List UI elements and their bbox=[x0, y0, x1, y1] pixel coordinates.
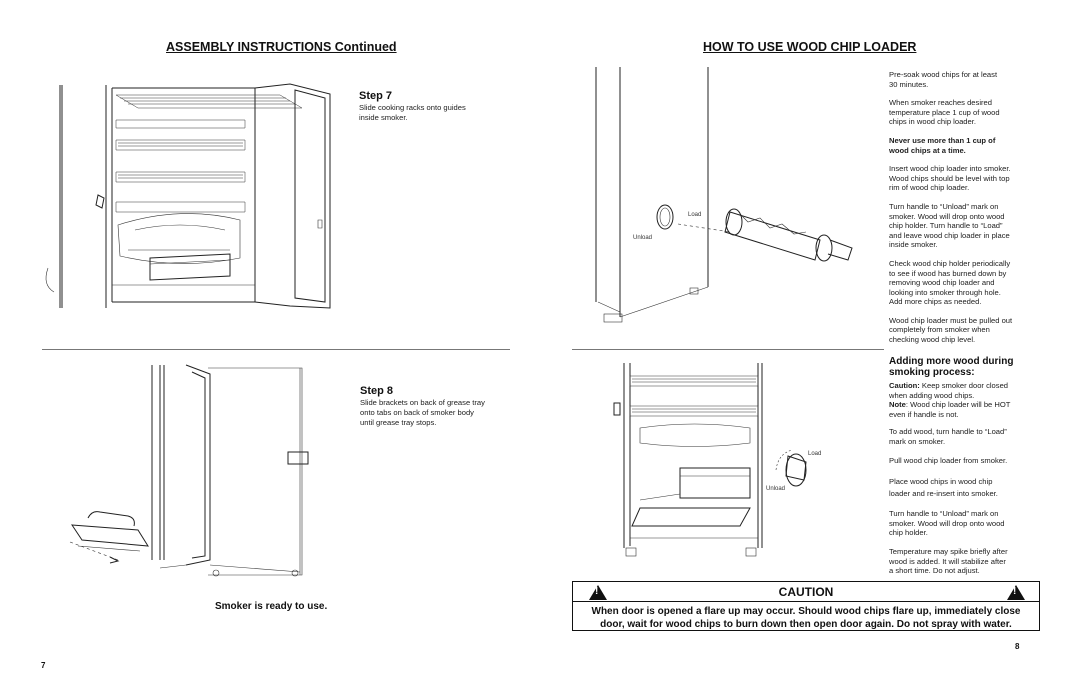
caution-text: When door is opened a flare up may occur. Should wood chips flare up, immediately close door, wait for wood chips to burn down then open door again. Do not spray with water. bbox=[591, 606, 1021, 630]
caution-inline-text: Keep smoker door closed when adding wood chips. bbox=[889, 381, 1009, 400]
adding-step-1: To add wood, turn handle to “Load” mark on smoker. bbox=[889, 427, 1007, 446]
adding-step-4: Turn handle to “Unload” mark on smoker. Wood will drop onto wood chip holder. bbox=[889, 509, 1005, 538]
step8-illustration bbox=[60, 360, 330, 585]
instruction-4: Insert wood chip loader into smoker. Wood chips should be level with top rim of wood chip loader. bbox=[889, 164, 1011, 193]
left-section-title: ASSEMBLY INSTRUCTIONS Continued bbox=[166, 40, 397, 54]
warning-icon: ! bbox=[589, 585, 607, 600]
page-number-left: 7 bbox=[41, 661, 46, 670]
left-divider bbox=[42, 349, 510, 350]
adding-heading: Adding more wood during smoking process: bbox=[889, 356, 1014, 378]
instruction-7: Wood chip loader must be pulled out completely from smoker when checking wood chip level. bbox=[889, 315, 1013, 345]
step7-illustration bbox=[40, 80, 340, 315]
step8-title: Step 8 bbox=[360, 385, 394, 397]
warning-icon: ! bbox=[1007, 585, 1025, 600]
right-section-title: HOW TO USE WOOD CHIP LOADER bbox=[703, 40, 917, 54]
note-label: Note bbox=[889, 400, 906, 410]
ready-text: Smoker is ready to use. bbox=[215, 601, 328, 612]
unload-label-bottom: Unload bbox=[766, 486, 786, 492]
step7-title: Step 7 bbox=[359, 90, 393, 102]
instruction-6: Check wood chip holder periodically to see if wood has burned down by removing wood chip loader and looking into smoker through hole. Add more chips as needed. bbox=[889, 258, 1011, 307]
adding-step-5: Temperature may spike briefly after wood is added. It will stabilize after a short time. Do not adjust. bbox=[889, 546, 1008, 576]
instruction-2: When smoker reaches desired temperature place 1 cup of wood chips in wood chip loader. bbox=[889, 98, 1000, 127]
caution-header bbox=[573, 582, 1039, 602]
smoker-open-illustration bbox=[610, 358, 830, 573]
step7-text: Slide cooking racks onto guides inside smoker. bbox=[359, 103, 466, 122]
instruction-1: Pre-soak wood chips for at least 30 minutes. bbox=[889, 70, 998, 89]
adding-column bbox=[889, 381, 1039, 585]
caution-title: CAUTION bbox=[778, 585, 834, 599]
load-label-bottom: Load bbox=[808, 451, 822, 457]
adding-step-3: Place wood chips in wood chip loader and re-insert into smoker. bbox=[889, 477, 998, 499]
note-text: : Wood chip loader will be HOT even if handle is not. bbox=[889, 400, 1011, 419]
page-number-right: 8 bbox=[1015, 642, 1020, 651]
instruction-warning: Never use more than 1 cup of wood chips at a time. bbox=[889, 135, 996, 155]
right-divider bbox=[572, 349, 884, 350]
step8-text: Slide brackets on back of grease tray onto tabs on back of smoker body until grease tray stops. bbox=[360, 398, 485, 427]
caution-box bbox=[572, 581, 1040, 631]
load-label-top: Load bbox=[688, 212, 702, 218]
adding-step-2: Pull wood chip loader from smoker. bbox=[889, 455, 1008, 465]
loader-illustration bbox=[590, 62, 885, 332]
instructions-column bbox=[889, 70, 1039, 354]
instruction-5: Turn handle to “Unload” mark on smoker. Wood will drop onto wood chip holder. Turn handle to “Load” and leave wood chip loader in place inside smoker. bbox=[889, 201, 1010, 250]
caution-label: Caution: bbox=[889, 381, 920, 390]
unload-label-top: Unload bbox=[633, 235, 653, 241]
